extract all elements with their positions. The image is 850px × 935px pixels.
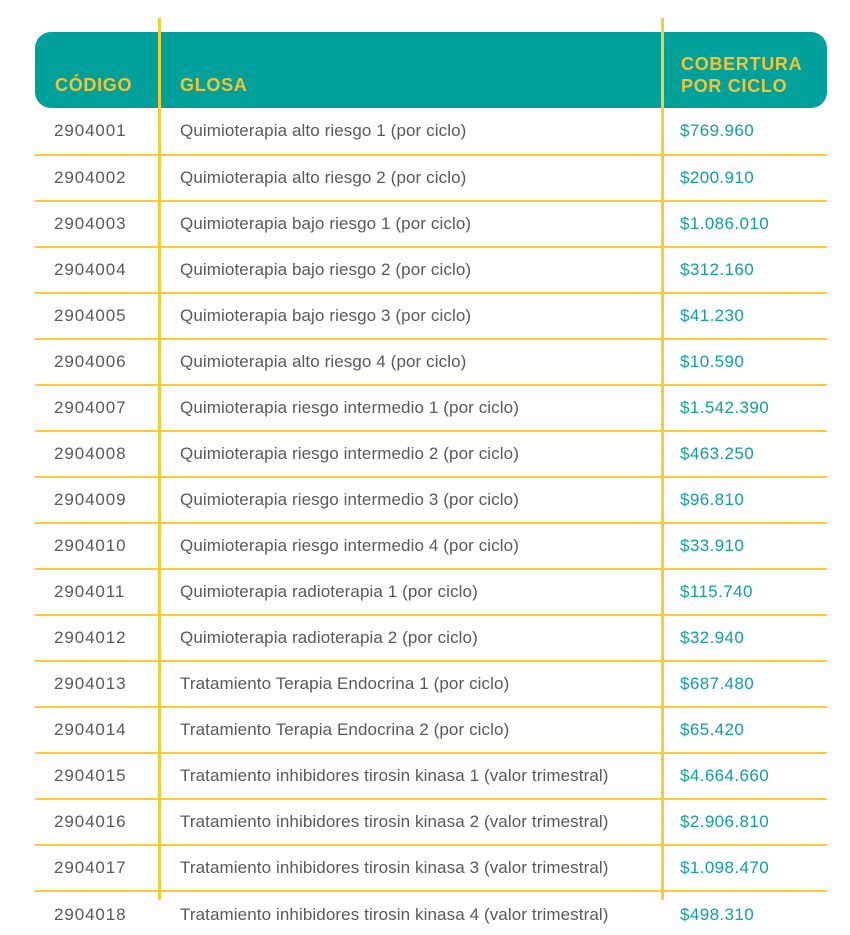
column-header-cobertura-line2: POR CICLO bbox=[681, 76, 788, 97]
row-code: 2904007 bbox=[54, 398, 127, 417]
table-header bbox=[35, 32, 827, 108]
column-header-glosa-label: GLOSA bbox=[180, 75, 248, 96]
row-price: $41.230 bbox=[680, 306, 745, 325]
table-row bbox=[35, 708, 827, 754]
row-code: 2904002 bbox=[54, 168, 127, 187]
row-code: 2904012 bbox=[54, 628, 127, 647]
row-glosa: Quimioterapia riesgo intermedio 1 (por ciclo) bbox=[180, 398, 519, 417]
row-code: 2904018 bbox=[54, 905, 127, 924]
table-row bbox=[35, 662, 827, 708]
row-code: 2904013 bbox=[54, 674, 127, 693]
row-code: 2904011 bbox=[54, 582, 126, 601]
row-glosa: Tratamiento inhibidores tirosin kinasa 4 (valor trimestral) bbox=[180, 905, 609, 924]
row-code: 2904014 bbox=[54, 720, 127, 739]
column-separator-line-2 bbox=[661, 18, 664, 900]
row-price: $32.940 bbox=[680, 628, 745, 647]
row-price: $1.086.010 bbox=[680, 214, 770, 233]
row-price: $65.420 bbox=[680, 720, 745, 739]
column-header-glosa bbox=[160, 75, 663, 108]
table-row bbox=[35, 386, 827, 432]
row-code: 2904010 bbox=[54, 536, 127, 555]
table-row bbox=[35, 340, 827, 386]
row-price: $200.910 bbox=[680, 168, 755, 187]
row-glosa: Tratamiento Terapia Endocrina 1 (por ciclo) bbox=[180, 674, 510, 693]
row-glosa: Tratamiento inhibidores tirosin kinasa 2 (valor trimestral) bbox=[180, 812, 609, 831]
row-price: $463.250 bbox=[680, 444, 755, 463]
table-row bbox=[35, 432, 827, 478]
row-glosa: Quimioterapia riesgo intermedio 2 (por ciclo) bbox=[180, 444, 519, 463]
table-row bbox=[35, 108, 827, 156]
row-code: 2904008 bbox=[54, 444, 127, 463]
table-row bbox=[35, 754, 827, 800]
row-code: 2904009 bbox=[54, 490, 127, 509]
row-price: $4.664.660 bbox=[680, 766, 770, 785]
table-row bbox=[35, 478, 827, 524]
row-code: 2904001 bbox=[54, 121, 127, 140]
table-row bbox=[35, 156, 827, 202]
row-glosa: Quimioterapia radioterapia 1 (por ciclo) bbox=[180, 582, 478, 601]
row-price: $96.810 bbox=[680, 490, 745, 509]
row-glosa: Quimioterapia riesgo intermedio 4 (por ciclo) bbox=[180, 536, 519, 555]
column-header-cobertura-line1: COBERTURA bbox=[681, 54, 803, 75]
column-header-codigo-label: CÓDIGO bbox=[55, 75, 133, 96]
table-row bbox=[35, 570, 827, 616]
row-price: $10.590 bbox=[680, 352, 745, 371]
table-row bbox=[35, 616, 827, 662]
table-row bbox=[35, 524, 827, 570]
row-price: $687.480 bbox=[680, 674, 755, 693]
table-row bbox=[35, 248, 827, 294]
row-code: 2904005 bbox=[54, 306, 127, 325]
row-glosa: Quimioterapia bajo riesgo 3 (por ciclo) bbox=[180, 306, 472, 325]
table-rows bbox=[35, 108, 827, 935]
row-code: 2904017 bbox=[54, 858, 127, 877]
table-row bbox=[35, 294, 827, 340]
row-price: $498.310 bbox=[680, 905, 755, 924]
row-glosa: Quimioterapia alto riesgo 4 (por ciclo) bbox=[180, 352, 467, 371]
row-glosa: Quimioterapia alto riesgo 1 (por ciclo) bbox=[180, 121, 467, 140]
row-code: 2904015 bbox=[54, 766, 127, 785]
row-code: 2904003 bbox=[54, 214, 127, 233]
row-price: $115.740 bbox=[680, 582, 753, 601]
row-code: 2904006 bbox=[54, 352, 127, 371]
row-glosa: Quimioterapia riesgo intermedio 3 (por ciclo) bbox=[180, 490, 519, 509]
row-price: $1.542.390 bbox=[680, 398, 770, 417]
row-code: 2904004 bbox=[54, 260, 127, 279]
table-row bbox=[35, 800, 827, 846]
table-row bbox=[35, 202, 827, 248]
table-row bbox=[35, 846, 827, 892]
row-glosa: Quimioterapia bajo riesgo 2 (por ciclo) bbox=[180, 260, 472, 279]
column-header-codigo bbox=[35, 75, 160, 108]
row-glosa: Quimioterapia bajo riesgo 1 (por ciclo) bbox=[180, 214, 472, 233]
row-glosa: Quimioterapia alto riesgo 2 (por ciclo) bbox=[180, 168, 467, 187]
row-price: $312.160 bbox=[680, 260, 755, 279]
row-glosa: Quimioterapia radioterapia 2 (por ciclo) bbox=[180, 628, 478, 647]
row-code: 2904016 bbox=[54, 812, 127, 831]
table-row bbox=[35, 892, 827, 935]
row-price: $33.910 bbox=[680, 536, 745, 555]
row-glosa: Tratamiento inhibidores tirosin kinasa 3 (valor trimestral) bbox=[180, 858, 609, 877]
row-glosa: Tratamiento inhibidores tirosin kinasa 1 (valor trimestral) bbox=[180, 766, 609, 785]
column-separator-line-1 bbox=[158, 18, 161, 900]
column-header-cobertura bbox=[663, 54, 827, 108]
row-price: $769.960 bbox=[680, 121, 755, 140]
row-price: $2.906.810 bbox=[680, 812, 770, 831]
row-price: $1.098.470 bbox=[680, 858, 770, 877]
row-glosa: Tratamiento Terapia Endocrina 2 (por ciclo) bbox=[180, 720, 510, 739]
